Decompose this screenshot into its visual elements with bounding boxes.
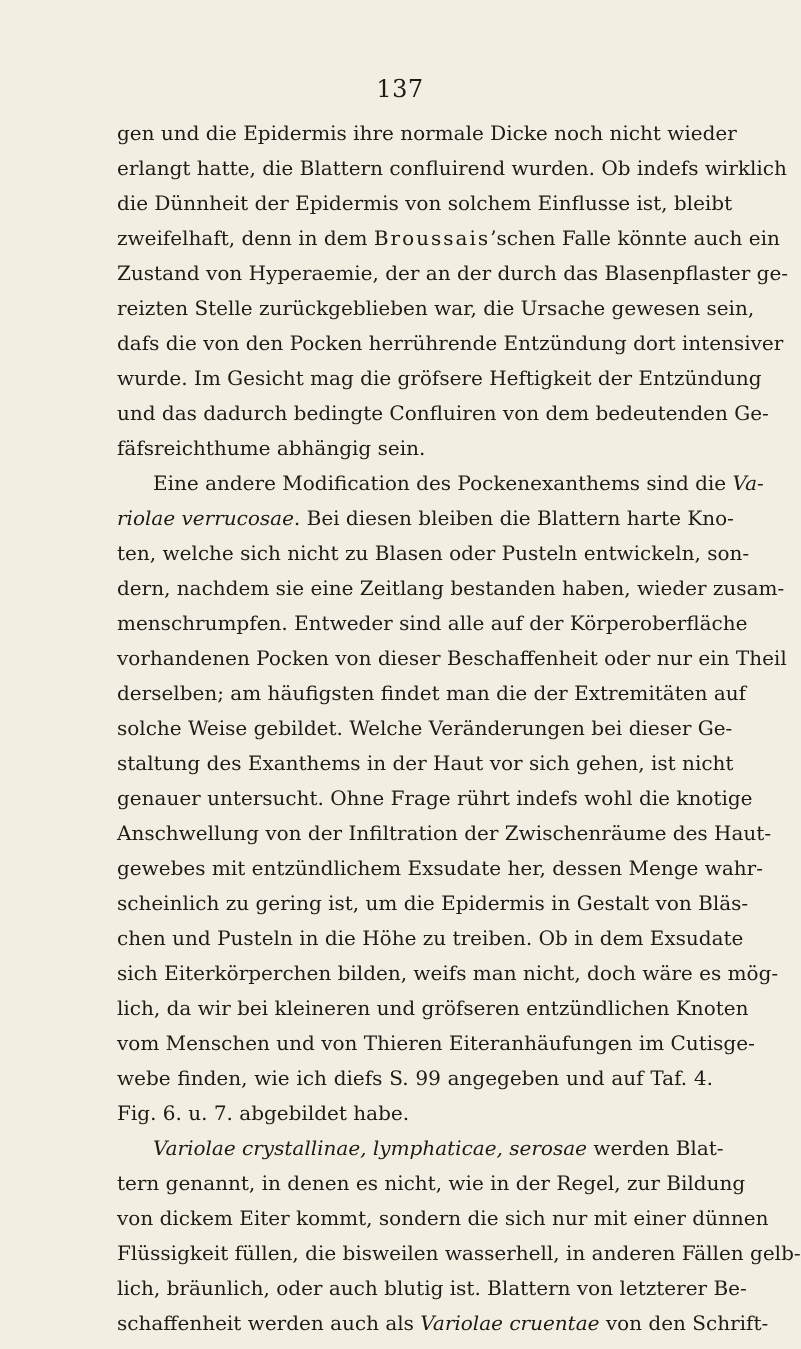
text-line bbox=[117, 1131, 724, 1166]
text-run: vorhandenen Pocken von dieser Beschaffenheit oder nur ein Theil bbox=[117, 646, 787, 670]
text-run: gen und die Epidermis ihre normale Dicke noch nicht wieder bbox=[117, 121, 737, 145]
text-run: dern, nachdem sie eine Zeitlang bestanden haben, wieder zusam- bbox=[117, 576, 785, 600]
text-line bbox=[117, 851, 763, 886]
italic-term: riolae verrucosae bbox=[117, 506, 294, 530]
text-run: menschrumpfen. Entweder sind alle auf der Körperoberfläche bbox=[117, 611, 748, 635]
text-line bbox=[117, 921, 744, 956]
text-line bbox=[117, 886, 749, 921]
text-line bbox=[117, 1166, 746, 1201]
text-line bbox=[117, 1271, 747, 1306]
text-line bbox=[117, 606, 748, 641]
text-line bbox=[117, 711, 733, 746]
italic-term: Variolae crystallinae, lymphaticae, serosae bbox=[153, 1136, 587, 1160]
text-run: Fig. 6. u. 7. abgebildet habe. bbox=[117, 1101, 410, 1125]
text-run: lich, bräunlich, oder auch blutig ist. Blattern von letzterer Be- bbox=[117, 1276, 747, 1300]
spaced-name: Broussais bbox=[373, 226, 491, 250]
text-run: werden Blat- bbox=[586, 1136, 724, 1160]
text-line bbox=[117, 1061, 713, 1096]
text-run: von dickem Eiter kommt, sondern die sich nur mit einer dünnen bbox=[117, 1206, 769, 1230]
text-line bbox=[117, 991, 749, 1026]
text-run: zweifelhaft, denn in dem bbox=[117, 226, 374, 250]
text-line bbox=[117, 781, 753, 816]
text-run: Zustand von Hyperaemie, der an der durch das Blasenpflaster ge- bbox=[117, 261, 789, 285]
text-line bbox=[117, 186, 733, 221]
text-run: fäfsreichthume abhängig sein. bbox=[117, 436, 426, 460]
text-line bbox=[117, 431, 713, 466]
text-run: lich, da wir bei kleineren und gröfseren entzündlichen Knoten bbox=[117, 996, 749, 1020]
text-run: Anschwellung von der Infiltration der Zwischenräume des Haut- bbox=[117, 821, 772, 845]
italic-term: Va- bbox=[732, 471, 764, 495]
text-run: solche Weise gebildet. Welche Veränderungen bei dieser Ge- bbox=[117, 716, 733, 740]
text-run: Eine andere Modification des Pockenexanthems sind die bbox=[153, 471, 733, 495]
text-line bbox=[117, 116, 737, 151]
text-line bbox=[117, 256, 789, 291]
text-line bbox=[117, 151, 787, 186]
text-line bbox=[117, 571, 785, 606]
text-line bbox=[117, 956, 779, 991]
text-line bbox=[117, 1096, 713, 1131]
text-line bbox=[117, 396, 769, 431]
text-line bbox=[117, 746, 734, 781]
text-line bbox=[117, 816, 772, 851]
text-line bbox=[117, 1201, 769, 1236]
text-run: und das dadurch bedingte Confluiren von dem bedeutenden Ge- bbox=[117, 401, 769, 425]
text-run: vom Menschen und von Thieren Eiteranhäufungen im Cutisge- bbox=[117, 1031, 755, 1055]
text-run: die Dünnheit der Epidermis von solchem Einflusse ist, bleibt bbox=[117, 191, 733, 215]
text-run: chen und Pusteln in die Höhe zu treiben. Ob in dem Exsudate bbox=[117, 926, 744, 950]
text-run: . Bei diesen bleiben die Blattern harte Kno- bbox=[293, 506, 734, 530]
text-line bbox=[117, 221, 780, 256]
text-line bbox=[117, 1236, 801, 1271]
text-run: gewebes mit entzündlichem Exsudate her, dessen Menge wahr- bbox=[117, 856, 763, 880]
text-line bbox=[117, 326, 784, 361]
text-line bbox=[117, 361, 762, 396]
text-run: genauer untersucht. Ohne Frage rührt indefs wohl die knotige bbox=[117, 786, 753, 810]
text-run: sich Eiterkörperchen bilden, weifs man nicht, doch wäre es mög- bbox=[117, 961, 779, 985]
italic-term: Variolae cruentae bbox=[420, 1311, 600, 1335]
text-run: erlangt hatte, die Blattern confluirend wurden. Ob indefs wirklich bbox=[117, 156, 787, 180]
text-run: staltung des Exanthems in der Haut vor sich gehen, ist nicht bbox=[117, 751, 734, 775]
text-run: wurde. Im Gesicht mag die gröfsere Heftigkeit der Entzündung bbox=[117, 366, 762, 390]
text-run: ’schen Falle könnte auch ein bbox=[490, 226, 780, 250]
text-line bbox=[117, 641, 787, 676]
text-line bbox=[117, 1026, 755, 1061]
body-text bbox=[117, 116, 801, 1341]
text-line bbox=[117, 501, 734, 536]
text-line bbox=[117, 1306, 769, 1341]
text-run: scheinlich zu gering ist, um die Epidermis in Gestalt von Bläs- bbox=[117, 891, 749, 915]
page-number: 137 bbox=[376, 75, 424, 103]
text-run: ten, welche sich nicht zu Blasen oder Pusteln entwickeln, son- bbox=[117, 541, 750, 565]
text-run: derselben; am häufigsten findet man die der Extremitäten auf bbox=[117, 681, 747, 705]
text-line bbox=[117, 676, 747, 711]
text-run: reizten Stelle zurückgeblieben war, die Ursache gewesen sein, bbox=[117, 296, 755, 320]
text-run: von den Schrift- bbox=[599, 1311, 769, 1335]
text-line bbox=[117, 466, 764, 501]
text-run: schaffenheit werden auch als bbox=[117, 1311, 421, 1335]
text-run: dafs die von den Pocken herrührende Entzündung dort intensiver bbox=[117, 331, 784, 355]
text-run: webe finden, wie ich diefs S. 99 angegeben und auf Taf. 4. bbox=[117, 1066, 713, 1090]
text-run: Flüssigkeit füllen, die bisweilen wasserhell, in anderen Fällen gelb- bbox=[117, 1241, 801, 1265]
text-run: tern genannt, in denen es nicht, wie in der Regel, zur Bildung bbox=[117, 1171, 746, 1195]
text-line bbox=[117, 291, 755, 326]
text-line bbox=[117, 536, 750, 571]
